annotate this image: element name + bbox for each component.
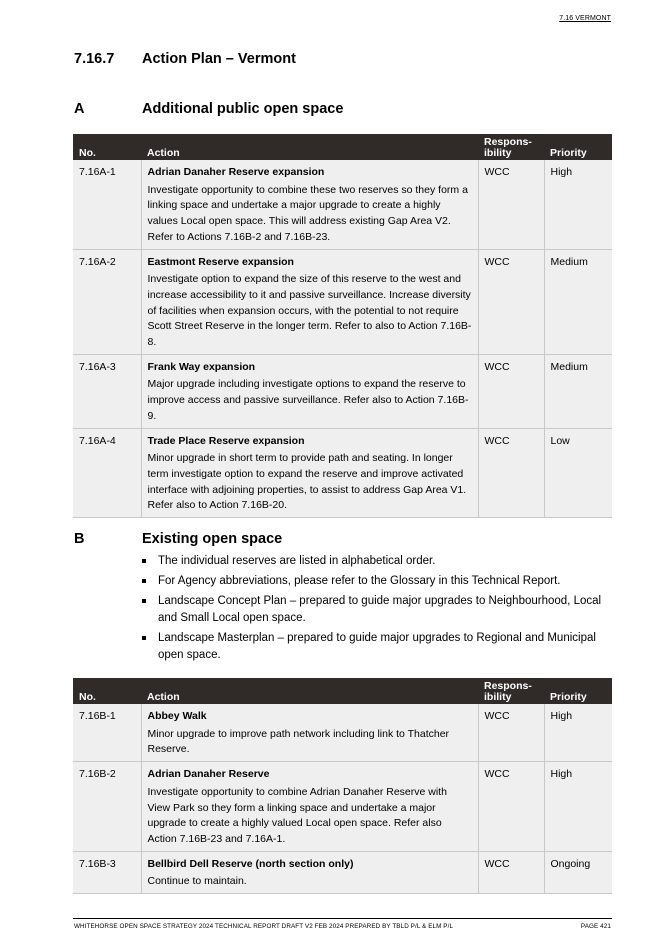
row-priority: High bbox=[544, 704, 612, 762]
col-header-responsibility bbox=[478, 678, 544, 704]
row-action bbox=[141, 354, 478, 428]
col-header-priority: Priority bbox=[544, 678, 612, 704]
action-title: Adrian Danaher Reserve bbox=[147, 768, 270, 781]
row-responsibility: WCC bbox=[478, 762, 544, 852]
list-item bbox=[142, 573, 622, 590]
resp-header-line2: ibility bbox=[484, 147, 512, 159]
row-action bbox=[141, 249, 478, 354]
action-description: Investigate option to expand the size of this reserve to the west and increase accessibility to it and passive surveillance. Increase diversity of facilities when expansion occurs, with the potential to not require Scott Street Reserve in the longer term. Refer to also to Action 7.16B-8. bbox=[147, 273, 472, 349]
resp-header-line1: Respons- bbox=[484, 680, 532, 692]
table-row bbox=[73, 249, 612, 354]
row-priority: Medium bbox=[544, 354, 612, 428]
action-table-a bbox=[73, 134, 612, 518]
running-head: 7.16 VERMONT bbox=[559, 15, 611, 22]
row-number: 7.16A-3 bbox=[73, 354, 141, 428]
row-action bbox=[141, 762, 478, 852]
col-header-responsibility bbox=[478, 134, 544, 160]
list-item bbox=[142, 630, 622, 664]
action-description: Investigate opportunity to combine Adrian Danaher Reserve with View Park so they form a linking space and undertake a major upgrade to create a highly valued Local open space. Refer also Action 7.16B-23 and 7.16A-1. bbox=[147, 785, 447, 845]
section-b-letter: B bbox=[74, 531, 85, 547]
action-title: Abbey Walk bbox=[147, 710, 207, 722]
row-responsibility: WCC bbox=[478, 704, 544, 762]
table-row bbox=[73, 428, 612, 518]
table-row bbox=[73, 851, 612, 893]
footer-page-number: PAGE 421 bbox=[580, 923, 611, 930]
action-title: Trade Place Reserve expansion bbox=[147, 434, 305, 447]
row-number: 7.16B-1 bbox=[73, 704, 141, 762]
row-action bbox=[141, 704, 478, 762]
table-header-row bbox=[73, 134, 612, 160]
list-item bbox=[142, 593, 622, 627]
section-b-title: Existing open space bbox=[142, 531, 283, 547]
action-title: Bellbird Dell Reserve (north section only) bbox=[147, 857, 354, 870]
col-header-no: No. bbox=[73, 134, 141, 160]
heading-title: Action Plan – Vermont bbox=[142, 51, 296, 67]
row-responsibility: WCC bbox=[478, 249, 544, 354]
table-row bbox=[73, 704, 612, 762]
row-number: 7.16A-4 bbox=[73, 428, 141, 518]
row-priority: Medium bbox=[544, 249, 612, 354]
bullet-icon bbox=[142, 559, 146, 563]
action-description: Investigate opportunity to combine these two reserves so they form a linking space and undertake a major upgrade to create a highly values Local open space. This will address existing Gap Area V2. Refer to Actions 7.16B-2 and 7.16B-23. bbox=[147, 183, 468, 243]
col-header-priority: Priority bbox=[544, 134, 612, 160]
bullet-text: Landscape Concept Plan – prepared to guide major upgrades to Neighbourhood, Local and Small Local open space. bbox=[158, 595, 602, 624]
table-row bbox=[73, 762, 612, 852]
row-action bbox=[141, 160, 478, 249]
bullet-icon bbox=[142, 636, 146, 640]
bullet-text: The individual reserves are listed in alphabetical order. bbox=[158, 555, 436, 567]
bullet-icon bbox=[142, 599, 146, 603]
table-row bbox=[73, 354, 612, 428]
action-description: Continue to maintain. bbox=[147, 875, 247, 888]
col-header-action: Action bbox=[141, 134, 478, 160]
resp-header-line2: ibility bbox=[484, 691, 512, 703]
resp-header-line1: Respons- bbox=[484, 136, 532, 148]
row-action bbox=[141, 428, 478, 518]
action-table-b bbox=[73, 678, 612, 894]
row-priority: High bbox=[544, 160, 612, 249]
row-responsibility: WCC bbox=[478, 354, 544, 428]
page-footer bbox=[74, 923, 611, 930]
action-title: Eastmont Reserve expansion bbox=[147, 255, 294, 268]
footer-document-info: WHITEHORSE OPEN SPACE STRATEGY 2024 TECHNICAL REPORT DRAFT V2 FEB 2024 PREPARED BY TBLD P/L & ELM P/L bbox=[74, 923, 454, 930]
row-priority: High bbox=[544, 762, 612, 852]
row-priority: Low bbox=[544, 428, 612, 518]
row-responsibility: WCC bbox=[478, 851, 544, 893]
action-description: Minor upgrade to improve path network including link to Thatcher Reserve. bbox=[147, 727, 450, 756]
action-title: Frank Way expansion bbox=[147, 360, 256, 373]
page-heading bbox=[74, 51, 296, 67]
row-number: 7.16B-3 bbox=[73, 851, 141, 893]
row-priority: Ongoing bbox=[544, 851, 612, 893]
row-responsibility: WCC bbox=[478, 160, 544, 249]
action-title: Adrian Danaher Reserve expansion bbox=[147, 166, 325, 178]
row-number: 7.16A-1 bbox=[73, 160, 141, 249]
section-b-bullet-list bbox=[142, 553, 622, 667]
row-number: 7.16A-2 bbox=[73, 249, 141, 354]
list-item bbox=[142, 553, 622, 570]
heading-number: 7.16.7 bbox=[74, 51, 115, 67]
row-number: 7.16B-2 bbox=[73, 762, 141, 852]
section-b-heading bbox=[74, 531, 282, 547]
bullet-text: For Agency abbreviations, please refer to the Glossary in this Technical Report. bbox=[158, 575, 561, 587]
section-a-letter: A bbox=[74, 101, 85, 117]
table-row bbox=[73, 160, 612, 249]
row-responsibility: WCC bbox=[478, 428, 544, 518]
action-description: Major upgrade including investigate options to expand the reserve to improve access and passive surveillance. Refer also to Action 7.16B-9. bbox=[147, 378, 469, 422]
bullet-icon bbox=[142, 579, 146, 583]
footer-divider bbox=[73, 918, 612, 919]
section-a-heading bbox=[74, 101, 343, 117]
action-description: Minor upgrade in short term to provide path and seating. In longer term investigate option to expand the reserve and improve activated interface with adjoining properties, to assist to address Gap Area V1. Refer also to Action 7.16B-20. bbox=[147, 452, 467, 512]
col-header-no: No. bbox=[73, 678, 141, 704]
row-action bbox=[141, 851, 478, 893]
bullet-text: Landscape Masterplan – prepared to guide major upgrades to Regional and Municipal open space. bbox=[158, 632, 596, 661]
section-a-title: Additional public open space bbox=[142, 101, 344, 117]
col-header-action: Action bbox=[141, 678, 478, 704]
table-header-row bbox=[73, 678, 612, 704]
